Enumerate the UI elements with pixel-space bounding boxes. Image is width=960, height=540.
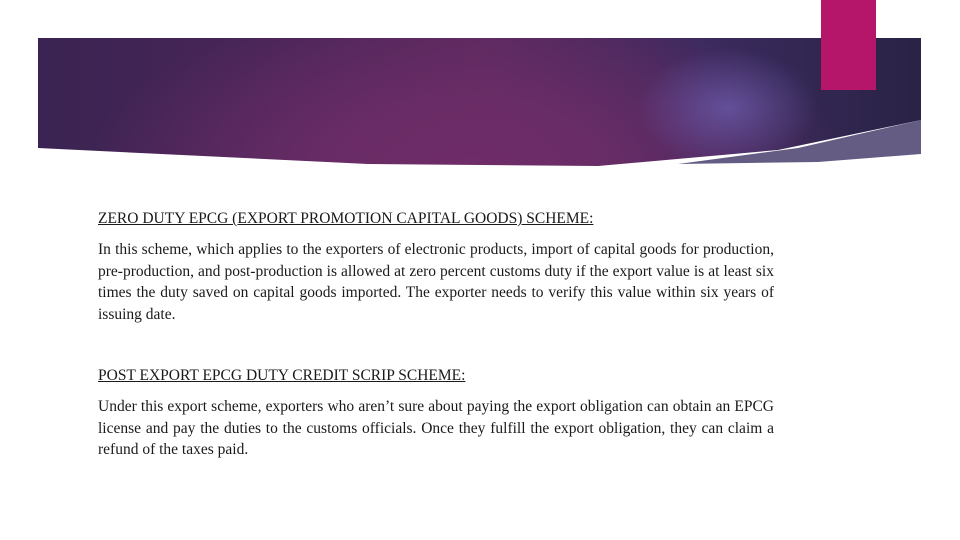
section-body: In this scheme, which applies to the exporters of electronic products, import of capital goods for production, pre-production, and post-production is allowed at zero percent customs duty if the export value is at least six times the duty saved on capital goods imported. The exporter needs to verify this value within six years of issuing date. [98, 241, 774, 323]
section-post-export-epcg [98, 365, 774, 461]
accent-tab [821, 0, 876, 90]
section-heading: ZERO DUTY EPCG (EXPORT PROMOTION CAPITAL GOODS) SCHEME: [98, 210, 594, 227]
section-heading: POST EXPORT EPCG DUTY CREDIT SCRIP SCHEME: [98, 367, 466, 384]
section-body: Under this export scheme, exporters who aren’t sure about paying the export obligation can obtain an EPCG license and pay the duties to the customs officials. Once they fulfill the export obligation, they can claim a refund of the taxes paid. [98, 398, 774, 458]
slide-content [98, 208, 774, 461]
title-banner [38, 38, 921, 180]
section-zero-duty-epcg [98, 208, 774, 325]
banner-wave-shape [38, 38, 921, 180]
